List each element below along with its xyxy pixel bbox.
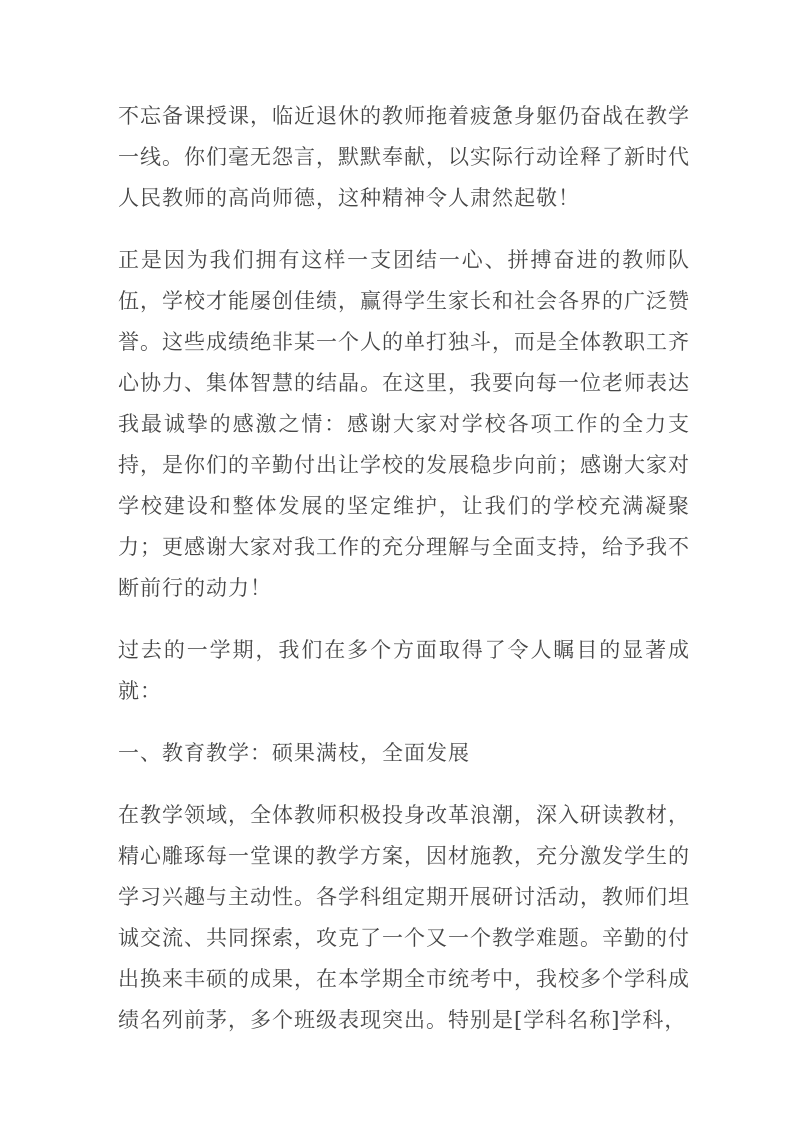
paragraph-teaching-results: 在教学领域，全体教师积极投身改革浪潮，深入研读教材，精心雕琢每一堂课的教学方案，因材施教，充分激发学生的学习兴趣与主动性。各学科组定期开展研讨活动，教师们坦诚交流、共同探索，攻克了一个又一个教学难题。辛勤的付出换来丰硕的成果，在本学期全市统考中，我校多个学科成绩名列前茅，多个班级表现突出。特别是[学科名称]学科， (118, 803, 690, 1032)
paragraph-teacher-dedication: 不忘备课授课，临近退休的教师拖着疲惫身躯仍奋战在教学一线。你们毫无怨言，默默奉献，以实际行动诠释了新时代人民教师的高尚师德，这种精神令人肃然起敬！ (118, 104, 690, 210)
paragraph-achievements-intro: 过去的一学期，我们在多个方面取得了令人瞩目的显著成就： (118, 638, 690, 703)
paragraph-gratitude-to-teachers: 正是因为我们拥有这样一支团结一心、拼搏奋进的教师队伍，学校才能屡创佳绩，赢得学生家长和社会各界的广泛赞誉。这些成绩绝非某一个人的单打独斗，而是全体教职工齐心协力、集体智慧的结晶。在这里，我要向每一位老师表达我最诚挚的感激之情：感谢大家对学校各项工作的全力支持，是你们的辛勤付出让学校的发展稳步向前；感谢大家对学校建设和整体发展的坚定维护，让我们的学校充满凝聚力；更感谢大家对我工作的充分理解与全面支持，给予我不断前行的动力！ (118, 248, 690, 600)
section-heading-education-teaching: 一、教育教学：硕果满枝，全面发展 (118, 741, 470, 765)
